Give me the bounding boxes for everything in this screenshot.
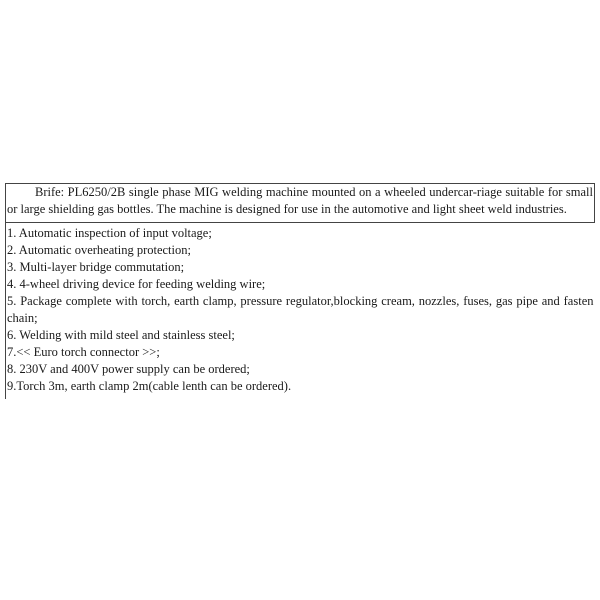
feature-item-4: 4. 4-wheel driving device for feeding welding wire; [7,277,266,291]
features-row [6,223,595,400]
brief-cell [6,184,595,223]
feature-item-7: 7.<< Euro torch connector >>; [7,345,160,359]
features-cell [6,223,595,400]
feature-item-1: 1. Automatic inspection of input voltage; [7,226,212,240]
spec-table [5,183,595,399]
brief-row [6,184,595,223]
feature-item-3: 3. Multi-layer bridge commutation; [7,260,185,274]
brief-text: Brife: PL6250/2B single phase MIG welding machine mounted on a wheeled undercar-riage suitable for small or large shielding gas bottles. The machine is designed for use in the automotive and light sheet weld industries. [7,185,593,216]
feature-item-5: 5. Package complete with torch, earth clamp, pressure regulator,blocking cream, nozzles, fuses, gas pipe and fasten chain; [7,294,594,325]
feature-item-8: 8. 230V and 400V power supply can be ordered; [7,362,250,376]
feature-item-6: 6. Welding with mild steel and stainless steel; [7,328,235,342]
feature-item-2: 2. Automatic overheating protection; [7,243,191,257]
feature-item-9: 9.Torch 3m, earth clamp 2m(cable lenth can be ordered). [7,379,292,393]
